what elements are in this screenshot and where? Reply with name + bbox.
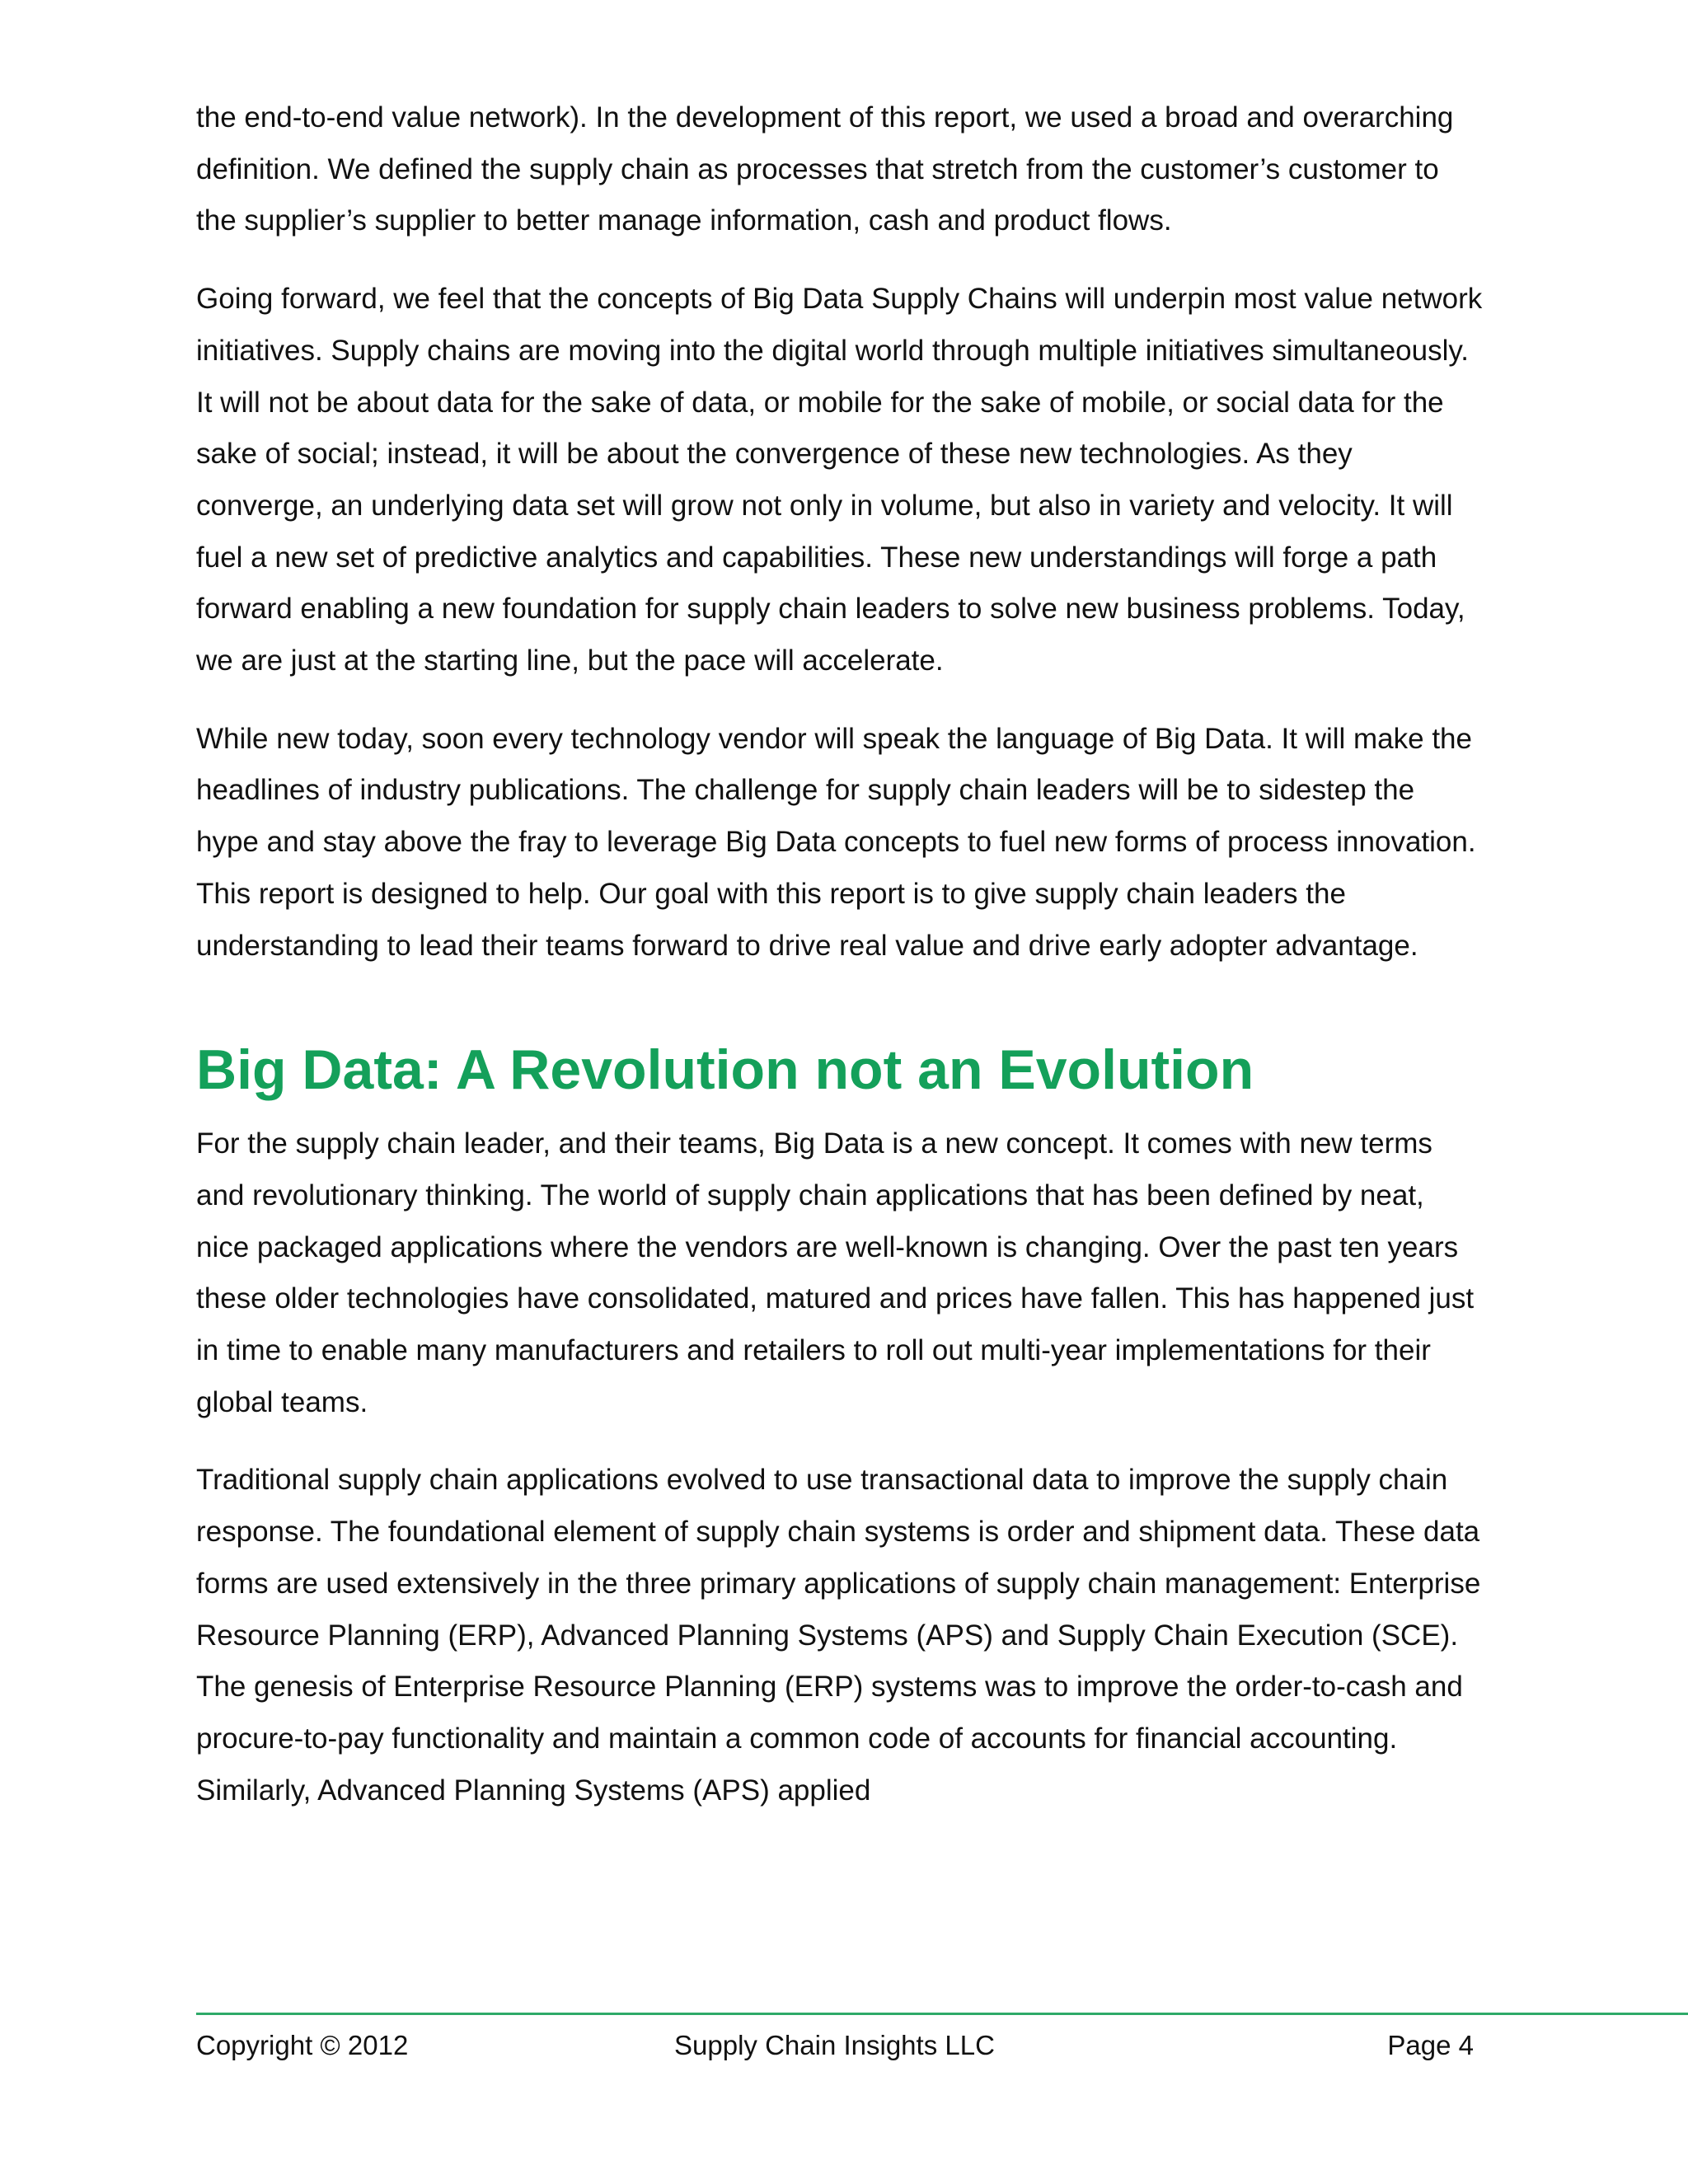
footer-page-number: Page 4 [1387,2030,1474,2060]
body-paragraph: Going forward, we feel that the concepts of Big Data Supply Chains will underpin most value network initiatives. Supply chains are moving into the digital world through multiple initiatives simultaneously. It will not be about data for the sake of data, or mobile for the sake of mobile, or social data for the sake of social; instead, it will be about the convergence of these new technologies. As they converge, an underlying data set will grow not only in volume, but also in variety and velocity. It will fuel a new set of predictive analytics and capabilities. These new understandings will forge a path forward enabling a new foundation for supply chain leaders to solve new business problems. Today, we are just at the starting line, but the pace will accelerate. [196,283,1483,677]
footer-divider [196,2013,1688,2015]
footer-company: Supply Chain Insights LLC [674,2030,995,2060]
body-paragraph: the end-to-end value network). In the development of this report, we used a broad and overarching definition. We defined the supply chain as processes that stretch from the customer’s customer to the supplier’s supplier to better manage information, cash and product flows. [196,101,1454,237]
section-heading: Big Data: A Revolution not an Evolution [196,1038,1254,1102]
body-text-column [196,92,1484,1843]
body-paragraph: While new today, soon every technology vendor will speak the language of Big Data. It will make the headlines of industry publications. The challenge for supply chain leaders will be to sidestep the hype and stay above the fray to leverage Big Data concepts to fuel new forms of process innovation. This report is designed to help. Our goal with this report is to give supply chain leaders the understanding to lead their teams forward to drive real value and drive early adopter advantage. [196,722,1476,962]
body-paragraph: For the supply chain leader, and their teams, Big Data is a new concept. It comes with new terms and revolutionary thinking. The world of supply chain applications that has been defined by neat, nice packaged applications where the vendors are well-known is changing. Over the past ten years these older technologies have consolidated, matured and prices have fallen. This has happened just in time to enable many manufacturers and retailers to roll out multi-year implementations for their global teams. [196,1127,1475,1418]
page-footer [196,2029,1474,2062]
body-paragraph: Traditional supply chain applications evolved to use transactional data to improve the supply chain response. The foundational element of supply chain systems is order and shipment data. These data forms are used extensively in the three primary applications of supply chain management: Enterprise Resource Planning (ERP), Advanced Planning Systems (APS) and Supply Chain Execution (SCE). The genesis of Enterprise Resource Planning (ERP) systems was to improve the order-to-cash and procure-to-pay functionality and maintain a common code of accounts for financial accounting. Similarly, Advanced Planning Systems (APS) applied [196,1464,1481,1807]
footer-copyright: Copyright © 2012 [196,2030,409,2060]
